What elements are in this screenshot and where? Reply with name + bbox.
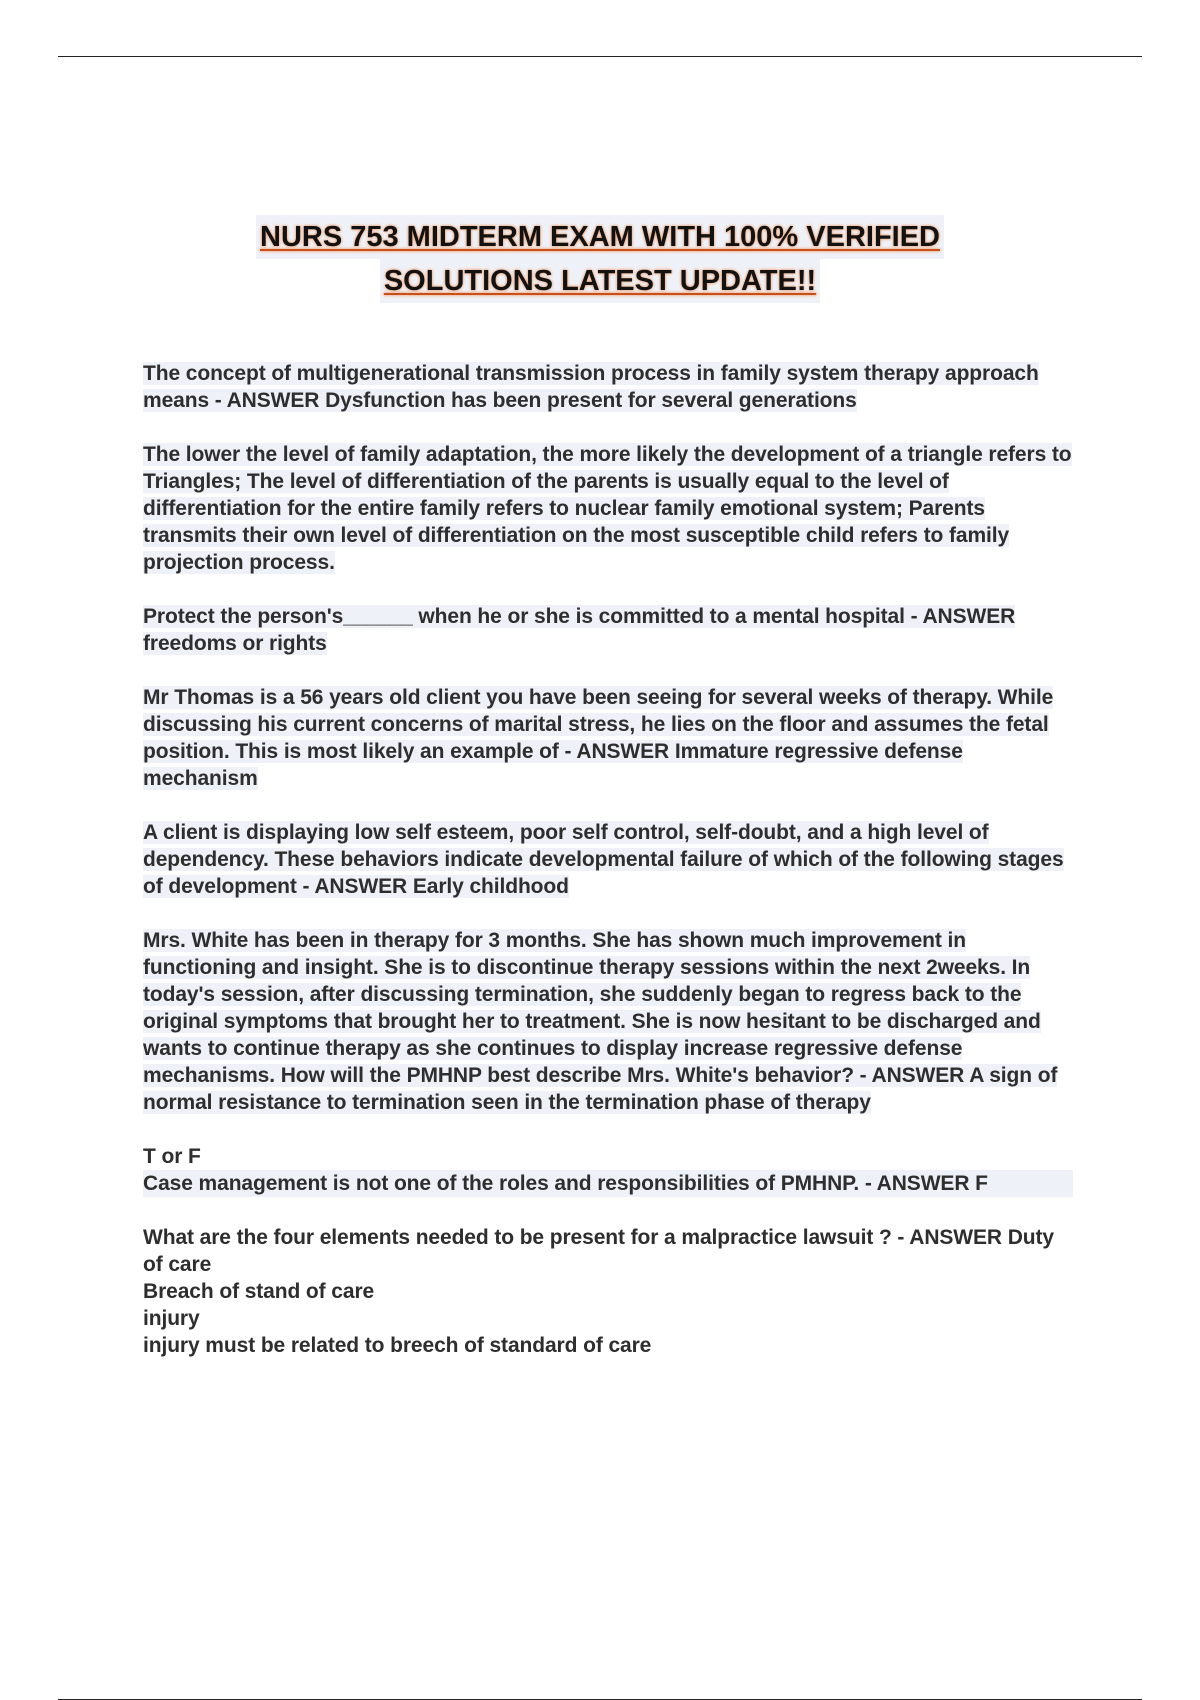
qa-line: What are the four elements needed to be present for a malpractice lawsuit ? - ANSWER Duty of care <box>143 1226 1054 1276</box>
qa-list <box>143 360 1073 1386</box>
qa-line: injury must be related to breech of standard of care <box>143 1334 652 1357</box>
qa-text: Protect the person's______ when he or she is committed to a mental hospital - ANSWER freedoms or rights <box>143 605 1016 655</box>
qa-item-list <box>143 1224 1073 1359</box>
qa-line: Breach of stand of care <box>143 1280 375 1303</box>
document-title <box>0 215 1200 303</box>
qa-text: Mr Thomas is a 56 years old client you have been seeing for several weeks of therapy. While discussing his current concerns of marital stress, he lies on the floor and assumes the fetal position. This is most likely an example of - ANSWER Immature regressive defense mechanism <box>143 686 1054 790</box>
qa-text: Mrs. White has been in therapy for 3 months. She has shown much improvement in functioning and insight. She is to discontinue therapy sessions within the next 2weeks. In today's session, after discussing termination, she suddenly began to regress back to the original symptoms that brought her to treatment. She is now hesitant to be discharged and wants to continue therapy as she continues to display increase regressive defense mechanisms. How will the PMHNP best describe Mrs. White's behavior? - ANSWER A sign of normal resistance to termination seen in the termination phase of therapy <box>143 929 1058 1114</box>
qa-item <box>143 360 1073 414</box>
qa-item <box>143 819 1073 900</box>
qa-line: injury <box>143 1307 200 1330</box>
qa-text: The lower the level of family adaptation, the more likely the development of a triangle refers to Triangles; The level of differentiation of the parents is usually equal to the level of differentiation for the entire family refers to nuclear family emotional system; Parents transmits their own level of differentiation on the most susceptible child refers to family projection process. <box>143 443 1072 574</box>
title-line-2: SOLUTIONS LATEST UPDATE!! <box>380 259 820 303</box>
qa-line: T or F <box>143 1145 201 1168</box>
qa-line: Case management is not one of the roles and responsibilities of PMHNP. - ANSWER F <box>143 1170 1073 1197</box>
qa-item <box>143 441 1073 576</box>
qa-text: The concept of multigenerational transmission process in family system therapy approach means - ANSWER Dysfunction has been present for several generations <box>143 362 1039 412</box>
title-line-1: NURS 753 MIDTERM EXAM WITH 100% VERIFIED <box>256 215 944 259</box>
top-rule <box>58 56 1142 57</box>
qa-item-true-false <box>143 1143 1073 1197</box>
qa-text: A client is displaying low self esteem, poor self control, self-doubt, and a high level of dependency. These behaviors indicate developmental failure of which of the following stages of development - ANSWER Early childhood <box>143 821 1064 898</box>
qa-item <box>143 927 1073 1116</box>
qa-item <box>143 684 1073 792</box>
qa-item <box>143 603 1073 657</box>
